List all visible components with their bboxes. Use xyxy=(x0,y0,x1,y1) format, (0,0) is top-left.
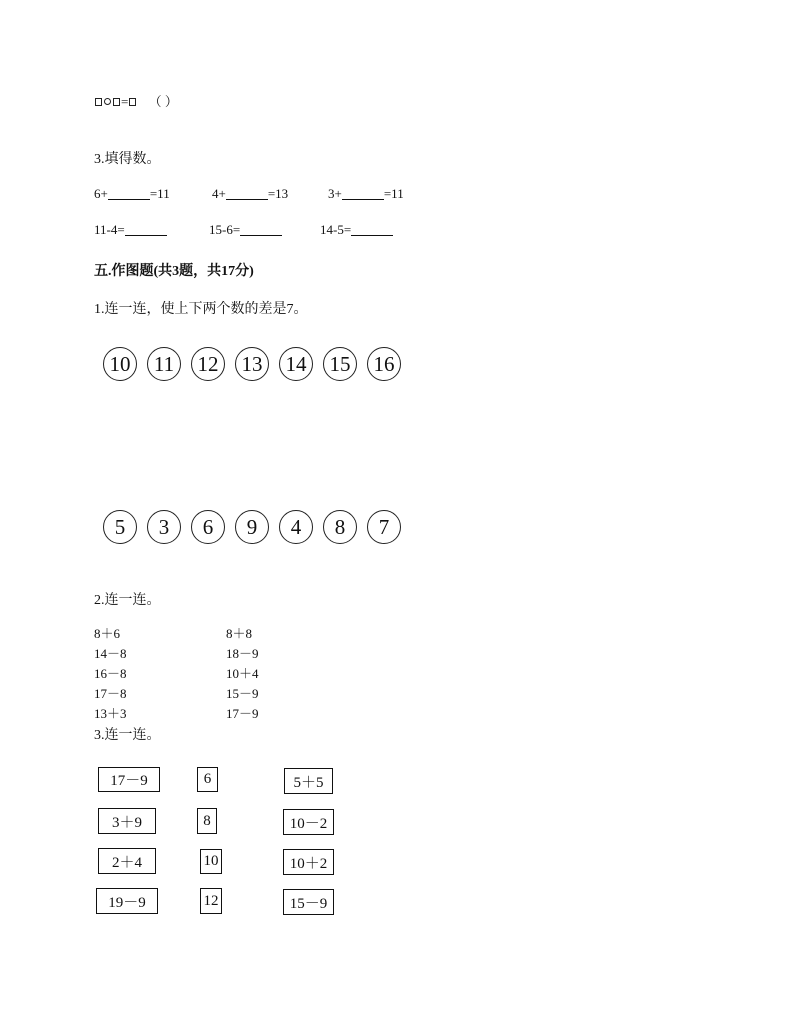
answer-blank[interactable] xyxy=(351,223,393,236)
number-box[interactable]: 12 xyxy=(200,888,222,914)
expression-item[interactable]: 8＋6 xyxy=(94,626,121,641)
fill-question-title: 3.填得数。 xyxy=(94,152,161,167)
square-symbol xyxy=(113,98,120,106)
number-circle[interactable]: 12 xyxy=(191,347,225,381)
left-expression-list xyxy=(94,624,127,724)
number-circle[interactable]: 6 xyxy=(191,510,225,544)
number-circle[interactable]: 8 xyxy=(323,510,357,544)
expression-item[interactable]: 18－9 xyxy=(226,646,259,661)
equals-sign: = xyxy=(121,94,129,109)
number-circle[interactable]: 16 xyxy=(367,347,401,381)
expression-item[interactable]: 14－8 xyxy=(94,646,127,661)
fill-row-2-item: 14-5= xyxy=(320,222,393,238)
expression-box[interactable]: 19－9 xyxy=(96,888,158,914)
square-symbol xyxy=(129,98,136,106)
number-box[interactable]: 10 xyxy=(200,849,222,874)
q2-title: 2.连一连。 xyxy=(94,593,161,608)
expression-item[interactable]: 13＋3 xyxy=(94,706,127,721)
fill-row-1-item: 6+ =11 xyxy=(94,186,170,201)
q3-link-title: 3.连一连。 xyxy=(94,728,161,743)
number-circle[interactable]: 11 xyxy=(147,347,181,381)
number-box[interactable]: 8 xyxy=(197,808,217,834)
fill-row-1-item: 3+ =11 xyxy=(328,186,404,201)
answer-blank[interactable] xyxy=(342,187,384,200)
number-circle[interactable]: 5 xyxy=(103,510,137,544)
fill-row-2-item: 15-6= xyxy=(209,222,282,238)
q1-title: 1.连一连，使上下两个数的差是7。 xyxy=(94,302,308,317)
expression-box[interactable]: 10－2 xyxy=(283,809,334,835)
number-circle[interactable]: 3 xyxy=(147,510,181,544)
fill-row-2-item: 11-4= xyxy=(94,222,167,238)
expression-box[interactable]: 5＋5 xyxy=(284,768,333,794)
number-circle[interactable]: 14 xyxy=(279,347,313,381)
expression-box[interactable]: 2＋4 xyxy=(98,848,156,874)
expression-item[interactable]: 8＋8 xyxy=(226,626,253,641)
expression-box[interactable]: 15－9 xyxy=(283,889,334,915)
formula-line xyxy=(94,94,178,110)
number-circle[interactable]: 10 xyxy=(103,347,137,381)
expression-item[interactable]: 10＋4 xyxy=(226,666,259,681)
answer-blank[interactable] xyxy=(240,223,282,236)
square-symbol xyxy=(95,98,102,106)
answer-blank[interactable] xyxy=(108,187,150,200)
expression-box[interactable]: 17－9 xyxy=(98,767,160,792)
expression-item[interactable]: 15－9 xyxy=(226,686,259,701)
section-heading: 五.作图题(共3题，共17分) xyxy=(94,264,254,279)
number-circle[interactable]: 7 xyxy=(367,510,401,544)
expression-item[interactable]: 16－8 xyxy=(94,666,127,681)
expression-item[interactable]: 17－9 xyxy=(226,706,259,721)
circle-symbol xyxy=(104,98,111,105)
number-box[interactable]: 6 xyxy=(197,767,218,792)
answer-blank[interactable] xyxy=(125,223,167,236)
expression-item[interactable]: 17－8 xyxy=(94,686,127,701)
number-circle[interactable]: 9 xyxy=(235,510,269,544)
right-expression-list xyxy=(226,624,259,724)
number-circle[interactable]: 15 xyxy=(323,347,357,381)
number-circle[interactable]: 4 xyxy=(279,510,313,544)
number-circle[interactable]: 13 xyxy=(235,347,269,381)
expression-box[interactable]: 3＋9 xyxy=(98,808,156,834)
expression-box[interactable]: 10＋2 xyxy=(283,849,334,875)
answer-blank[interactable] xyxy=(226,187,268,200)
fill-row-1-item: 4+ =13 xyxy=(212,186,289,201)
answer-parentheses: （ ） xyxy=(148,94,178,109)
